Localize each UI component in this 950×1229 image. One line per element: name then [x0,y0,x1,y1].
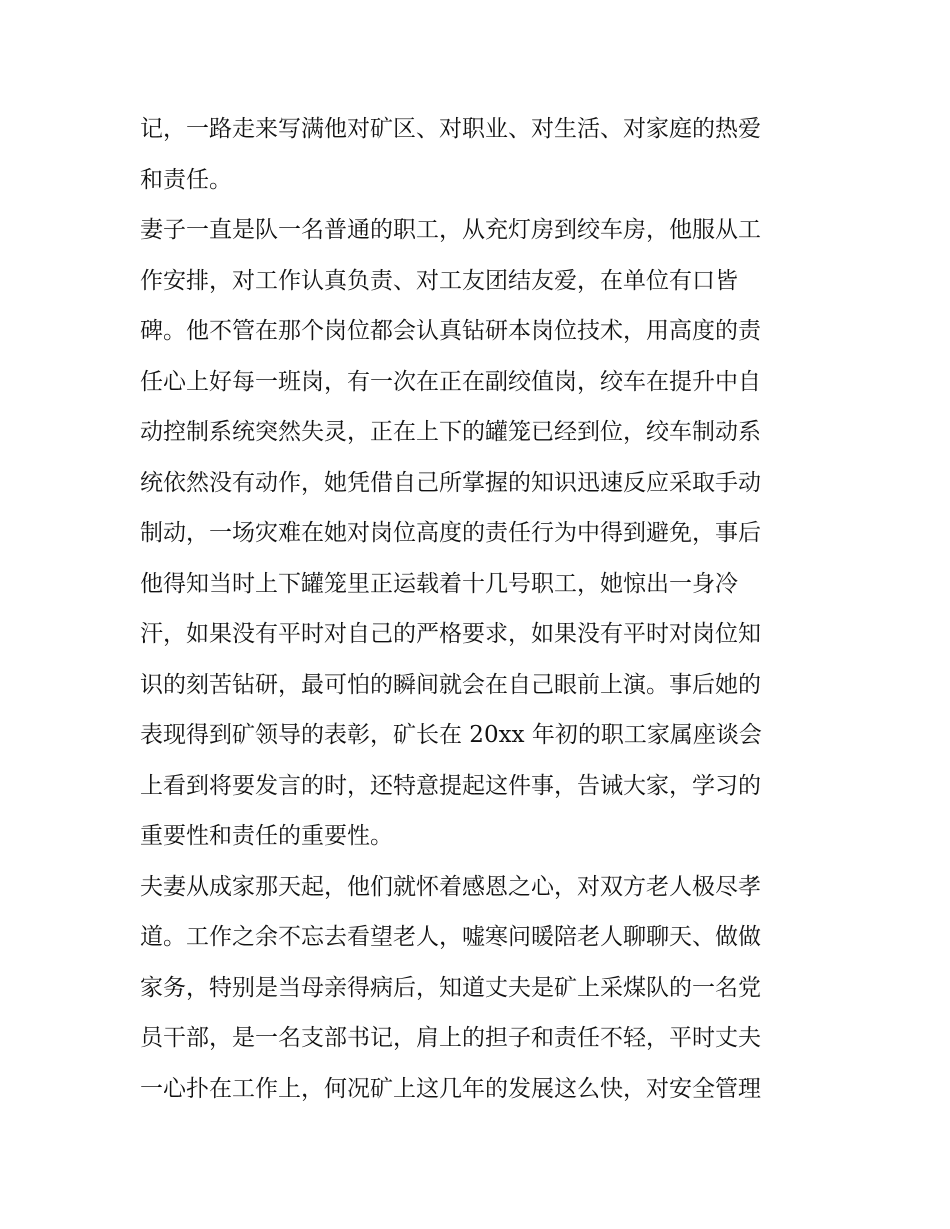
text-line: 记，一路走来写满他对矿区、对职业、对生活、对家庭的热爱 [140,116,761,142]
body-text [140,104,820,1114]
text-line: 妻子一直是队一名普通的职工，从充灯房到绞车房，他服从工 [140,217,761,243]
text-line: 表现得到矿领导的表彰，矿长在 20xx 年初的职工家属座谈会 [140,722,762,748]
text-line: 统依然没有动作，她凭借自己所掌握的知识迅速反应采取手动 [140,469,761,496]
text-line: 汗，如果没有平时对自己的严格要求，如果没有平时对岗位知 [140,621,761,647]
text-line: 作安排，对工作认真负责、对工友团结友爱，在单位有口皆 [140,267,738,294]
text-line: 他得知当时上下罐笼里正运载着十几号职工，她惊出一身冷 [140,570,738,597]
text-line: 一心扑在工作上，何况矿上这几年的发展这么快，对安全管理 [140,1075,761,1102]
text-line: 夫妻从成家那天起，他们就怀着感恩之心，对双方老人极尽孝 [140,873,761,900]
text-line: 家务，特别是当母亲得病后，知道丈夫是矿上采煤队的一名党 [140,974,761,1001]
text-line: 动控制系统突然失灵，正在上下的罐笼已经到位，绞车制动系 [140,419,761,445]
text-line: 道。工作之余不忘去看望老人，嘘寒问暖陪老人聊聊天、做做 [140,924,761,950]
text-line: 制动，一场灾难在她对岗位高度的责任行为中得到避免，事后 [140,520,761,546]
text-line: 员干部，是一名支部书记，肩上的担子和责任不轻，平时丈夫 [140,1025,761,1051]
text-line: 重要性和责任的重要性。 [140,823,393,849]
text-line: 识的刻苦钻研，最可怕的瞬间就会在自己眼前上演。事后她的 [140,671,761,698]
text-line: 碑。他不管在那个岗位都会认真钻研本岗位技术，用高度的责 [140,318,761,344]
text-line: 上看到将要发言的时，还特意提起这件事，告诫大家，学习的 [140,772,761,799]
text-line: 和责任。 [140,166,232,193]
text-line: 任心上好每一班岗，有一次在正在副绞值岗，绞车在提升中自 [140,368,761,395]
